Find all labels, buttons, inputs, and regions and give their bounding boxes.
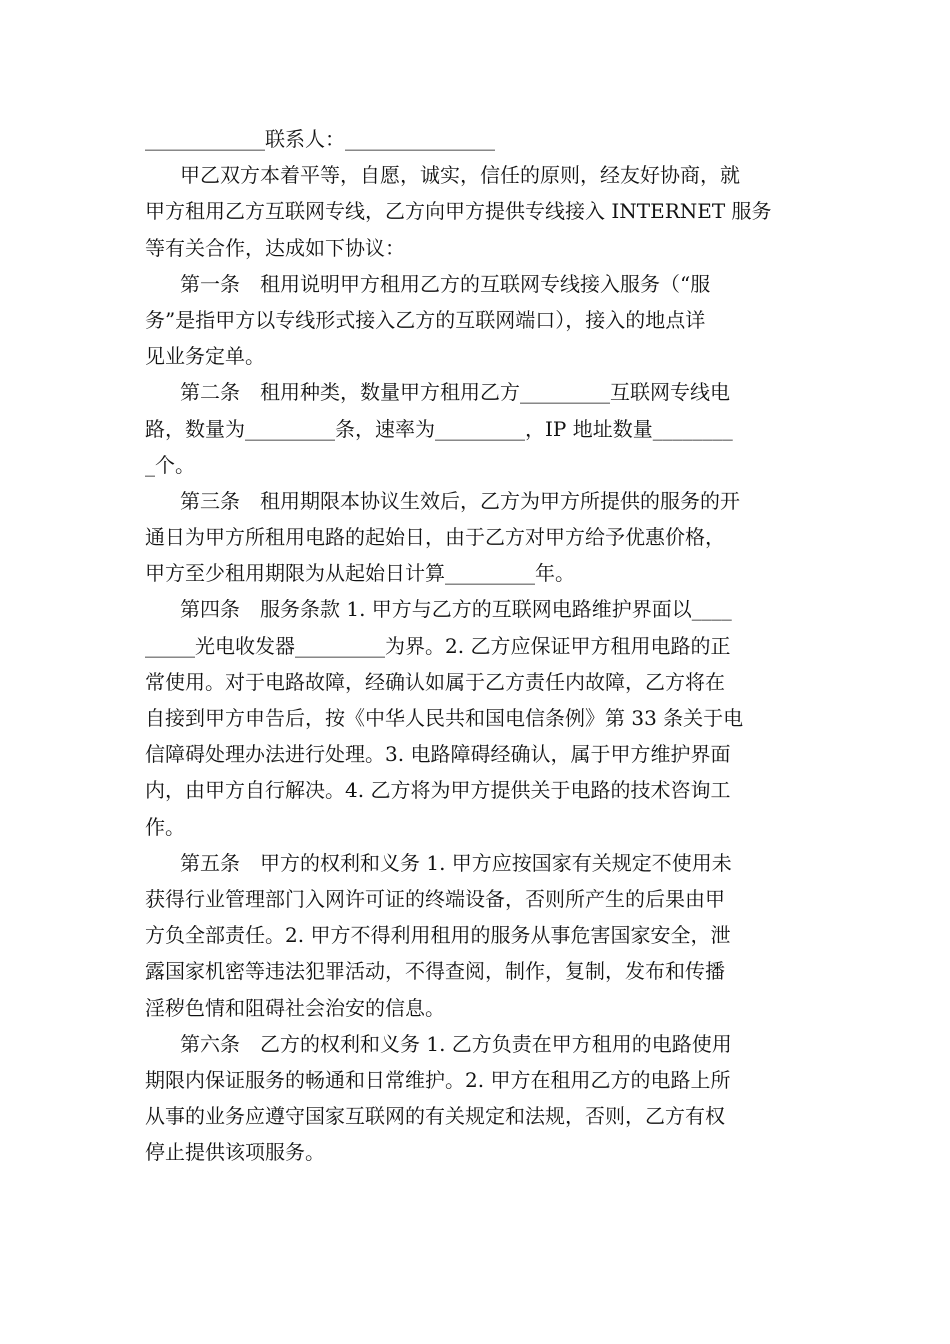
paragraph-line: 甲乙双方本着平等，自愿，诚实，信任的原则，经友好协商，就 — [180, 163, 740, 188]
paragraph-line: 第三条 租用期限本协议生效后，乙方为甲方所提供的服务的开 — [180, 488, 740, 513]
paragraph-line: 通日为甲方所租用电路的起始日，由于乙方对甲方给予优惠价格， — [145, 525, 725, 550]
paragraph-line: 获得行业管理部门入网许可证的终端设备，否则所产生的后果由甲 — [145, 886, 725, 911]
paragraph-line: 停止提供该项服务。 — [145, 1140, 325, 1165]
paragraph-line: _____光电收发器_________为界。2. 乙方应保证甲方租用电路的正 — [145, 633, 731, 658]
paragraph-line: 甲方租用乙方互联网专线，乙方向甲方提供专线接入 INTERNET 服务 — [145, 199, 772, 224]
paragraph-line: 路，数量为_________条，速率为_________，IP 地址数量________ — [145, 416, 733, 441]
paragraph-line: 自接到甲方申告后，按《中华人民共和国电信条例》第 33 条关于电 — [145, 706, 744, 730]
paragraph-line: 内，由甲方自行解决。4. 乙方将为甲方提供关于电路的技术咨询工 — [145, 778, 731, 803]
article-4-paragraph — [145, 591, 807, 844]
article-2-paragraph — [145, 374, 807, 483]
paragraph-line: 从事的业务应遵守国家互联网的有关规定和法规，否则，乙方有权 — [145, 1104, 725, 1129]
paragraph-line: 见业务定单。 — [145, 344, 265, 369]
paragraph-line: 方负全部责任。2. 甲方不得利用租用的服务从事危害国家安全，泄 — [145, 923, 731, 948]
paragraph-line: 等有关合作，达成如下协议： — [145, 235, 405, 260]
paragraph-line: 信障碍处理办法进行处理。3. 电路障碍经确认，属于甲方维护界面 — [145, 742, 731, 767]
article-6-paragraph — [145, 1026, 807, 1171]
intro-paragraph — [145, 157, 807, 266]
paragraph-line: 第一条 租用说明甲方租用乙方的互联网专线接入服务（“服 — [180, 271, 711, 296]
article-3-paragraph — [145, 483, 807, 592]
paragraph-line: 期限内保证服务的畅通和日常维护。2. 甲方在租用乙方的电路上所 — [145, 1067, 731, 1092]
paragraph-line: 第四条 服务条款 1. 甲方与乙方的互联网电路维护界面以____ — [180, 597, 732, 622]
paragraph-line: 第二条 租用种类，数量甲方租用乙方_________互联网专线电 — [180, 380, 730, 405]
paragraph-line: 务”是指甲方以专线形式接入乙方的互联网端口），接入的地点详 — [145, 307, 706, 332]
paragraph-line: 甲方至少租用期限为从起始日计算_________年。 — [145, 561, 575, 586]
paragraph-line: 露国家机密等违法犯罪活动，不得查阅，制作，复制，发布和传播 — [145, 959, 725, 984]
paragraph-line: 常使用。对于电路故障，经确认如属于乙方责任内故障，乙方将在 — [145, 669, 725, 694]
article-1-paragraph — [145, 266, 807, 375]
paragraph-line: 淫秽色情和阻碍社会治安的信息。 — [145, 995, 445, 1020]
paragraph-line: 第五条 甲方的权利和义务 1. 甲方应按国家有关规定不使用未 — [180, 850, 732, 875]
contact-line: ____________联系人：_______________ — [145, 127, 495, 151]
paragraph-line: 第六条 乙方的权利和义务 1. 乙方负责在甲方租用的电路使用 — [180, 1031, 732, 1056]
document-page — [145, 121, 807, 1170]
article-5-paragraph — [145, 845, 807, 1026]
paragraph-line: 作。 — [145, 814, 185, 839]
paragraph-line: _个。 — [145, 452, 195, 477]
